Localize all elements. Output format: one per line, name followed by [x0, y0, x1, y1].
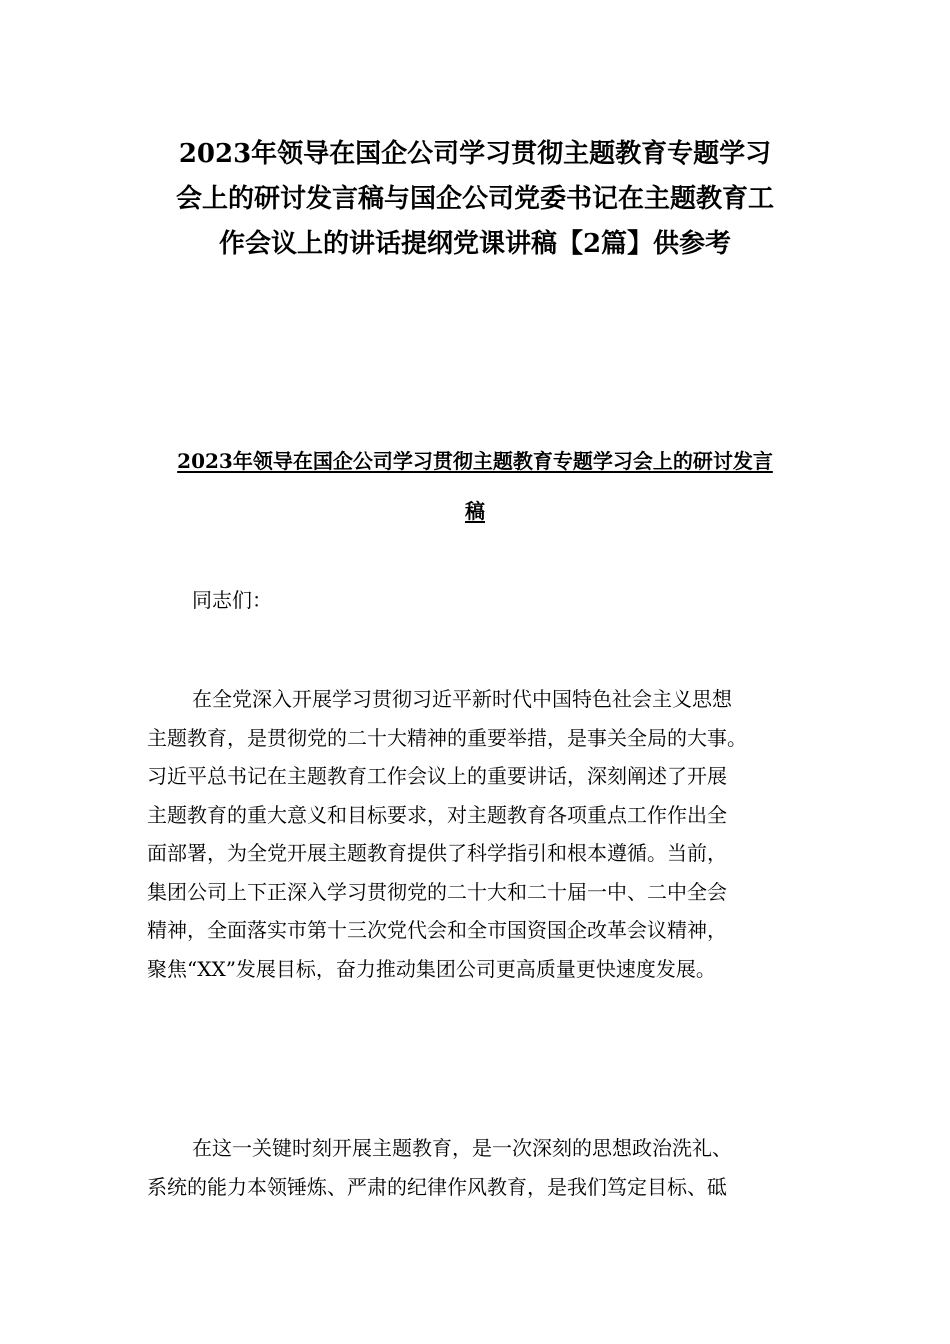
paragraph-line: 主题教育的重大意义和目标要求，对主题教育各项重点工作作出全: [147, 802, 727, 827]
paragraph-line: 习近平总书记在主题教育工作会议上的重要讲话，深刻阐述了开展: [147, 764, 727, 788]
document-title: [140, 132, 810, 267]
paragraph-line: 精神，全面落实市第十三次党代会和全市国资国企改革会议精神，: [147, 918, 727, 942]
section-title-line: 稿: [465, 499, 485, 523]
document-title-line: 会上的研讨发言稿与国企公司党委书记在主题教育工: [175, 184, 774, 214]
paragraph-line: 面部署，为全党开展主题教育提供了科学指引和根本遵循。当前，: [147, 841, 727, 865]
section-title: [140, 436, 810, 536]
salutation: 同志们：: [192, 588, 272, 612]
body-paragraph: [147, 680, 827, 988]
paragraph-line: 在全党深入开展学习贯彻习近平新时代中国特色社会主义思想: [192, 687, 732, 711]
body-paragraph: [147, 1129, 827, 1206]
document-title-line: 作会议上的讲话提纲党课讲稿【2篇】供参考: [218, 229, 732, 259]
paragraph-line: 主题教育，是贯彻党的二十大精神的重要举措，是事关全局的大事。: [147, 725, 747, 750]
paragraph-line: 集团公司上下正深入学习贯彻党的二十大和二十届一中、二中全会: [147, 879, 727, 904]
section-title-line: 2023年领导在国企公司学习贯彻主题教育专题学习会上的研讨发言: [177, 449, 773, 473]
paragraph-line: 聚焦“XX”发展目标，奋力推动集团公司更高质量更快速度发展。: [147, 956, 716, 981]
paragraph-line: 系统的能力本领锤炼、严肃的纪律作风教育，是我们笃定目标、砥: [147, 1174, 727, 1199]
document-title-line: 2023年领导在国企公司学习贯彻主题教育专题学习: [178, 139, 772, 169]
paragraph-line: 在这一关键时刻开展主题教育，是一次深刻的思想政治洗礼、: [192, 1136, 732, 1160]
